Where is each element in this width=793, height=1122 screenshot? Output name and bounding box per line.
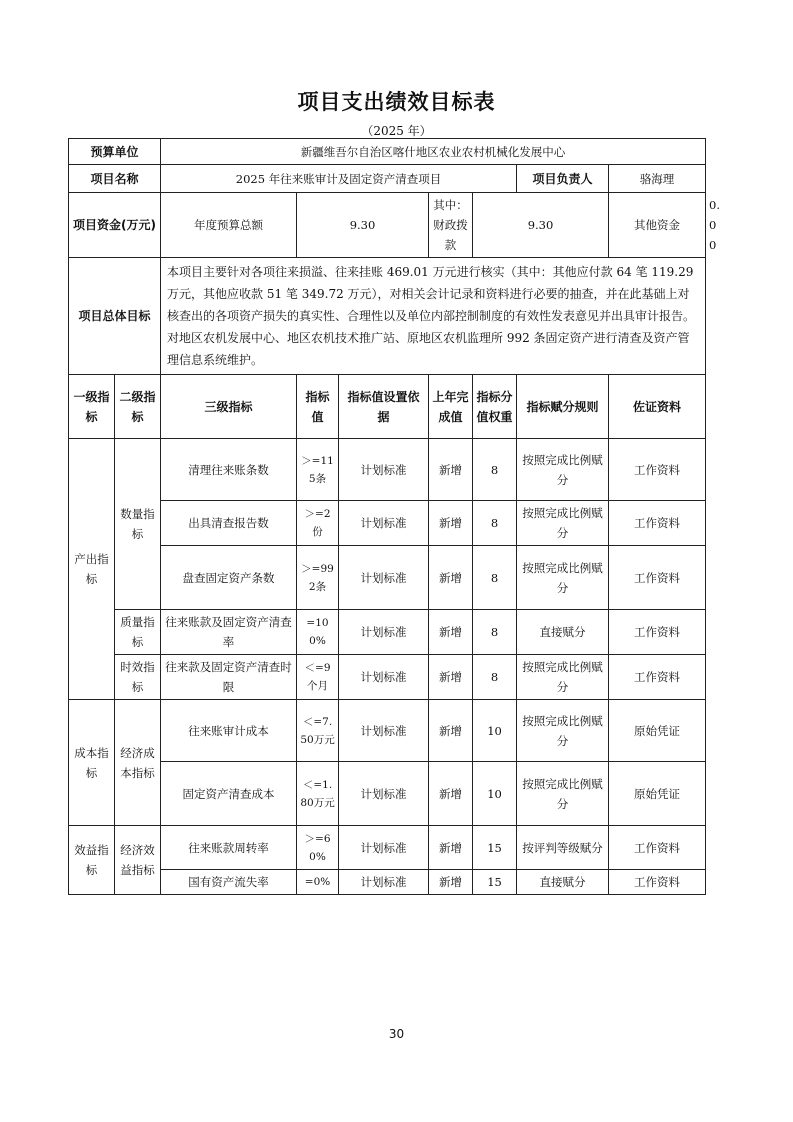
row-project-name	[69, 165, 706, 193]
indicator-name: 清理往来账条数	[161, 439, 297, 501]
row-project-funds: 项目资金(万元) 年度预算总额 9.30 其中：财政拨款 9.30 其他资金 0.00	[69, 193, 706, 258]
indicator-last-year: 新增	[429, 700, 473, 762]
indicator-value: =100%	[297, 610, 339, 655]
row-budget-unit	[69, 139, 706, 165]
indicator-weight: 10	[473, 762, 517, 826]
indicator-value: ＜=9个月	[297, 655, 339, 700]
label-annual-total: 年度预算总额	[161, 193, 297, 258]
indicator-value: ＜=1.80万元	[297, 762, 339, 826]
indicator-rule: 直接赋分	[517, 610, 609, 655]
indicator-value: =0%	[297, 870, 339, 895]
indicator-weight: 8	[473, 610, 517, 655]
indicator-last-year: 新增	[429, 439, 473, 501]
label-project-name: 项目名称	[69, 165, 161, 193]
header-level2: 二级指标	[115, 375, 161, 439]
indicator-value: ＞=115条	[297, 439, 339, 501]
table-row	[69, 870, 706, 895]
header-weight: 指标分值权重	[473, 375, 517, 439]
indicator-rule: 按照完成比例赋分	[517, 700, 609, 762]
group-economic-benefit: 经济效益指标	[115, 826, 161, 895]
value-overall-goal: 本项目主要针对各项往来损溢、往来挂账 469.01 万元进行核实（其中：其他应付款 64 笔 119.29 万元，其他应收款 51 笔 349.72 万元），对相关会计记录和资料进行必要的抽查，并在此基础上对核查出的各项资产损失的真实性、合理性以及单位内部控制制度的有效性发表意见并出具审计报告。 对地区农机发展中心、地区农机技术推广站、原地区农机监理所 992 条固定资产进行清查及资产管理信息系统维护。	[161, 258, 706, 375]
group-benefit: 效益指标	[69, 826, 115, 895]
indicator-basis: 计划标准	[339, 870, 429, 895]
table-row	[69, 826, 706, 870]
indicator-rule: 按照完成比例赋分	[517, 501, 609, 546]
value-fiscal-allocation: 9.30	[473, 193, 609, 258]
indicator-name: 往来账款及固定资产清查率	[161, 610, 297, 655]
indicator-evidence: 工作资料	[609, 501, 706, 546]
table-row	[69, 610, 706, 655]
indicator-weight: 15	[473, 826, 517, 870]
header-level3: 三级指标	[161, 375, 297, 439]
indicator-evidence: 原始凭证	[609, 700, 706, 762]
indicator-rule: 按照完成比例赋分	[517, 762, 609, 826]
value-project-leader: 骆海理	[609, 165, 706, 193]
group-quantity: 数量指标	[115, 439, 161, 610]
document-title: 项目支出绩效目标表	[297, 90, 496, 114]
indicator-weight: 8	[473, 655, 517, 700]
label-project-funds: 项目资金(万元)	[69, 193, 161, 258]
indicator-evidence: 工作资料	[609, 870, 706, 895]
group-timeliness: 时效指标	[115, 655, 161, 700]
indicator-rule: 直接赋分	[517, 870, 609, 895]
indicator-last-year: 新增	[429, 655, 473, 700]
indicator-rule: 按照完成比例赋分	[517, 546, 609, 610]
table-row	[69, 762, 706, 826]
table-row	[69, 546, 706, 610]
indicator-weight: 10	[473, 700, 517, 762]
indicator-basis: 计划标准	[339, 610, 429, 655]
table-row	[69, 439, 706, 501]
indicator-last-year: 新增	[429, 546, 473, 610]
header-last-year: 上年完成值	[429, 375, 473, 439]
value-budget-unit: 新疆维吾尔自治区喀什地区农业农村机械化发展中心	[161, 139, 706, 165]
indicator-evidence: 工作资料	[609, 826, 706, 870]
value-project-name: 2025 年往来账审计及固定资产清查项目	[161, 165, 517, 193]
label-fiscal-allocation: 其中：财政拨款	[429, 193, 473, 258]
table-row	[69, 700, 706, 762]
indicator-basis: 计划标准	[339, 655, 429, 700]
header-level1: 一级指标	[69, 375, 115, 439]
performance-target-table	[68, 138, 721, 895]
indicator-weight: 8	[473, 439, 517, 501]
indicator-basis: 计划标准	[339, 439, 429, 501]
table-row	[69, 501, 706, 546]
value-annual-total: 9.30	[297, 193, 429, 258]
group-economic-cost: 经济成本指标	[115, 700, 161, 826]
indicator-basis: 计划标准	[339, 762, 429, 826]
indicator-basis: 计划标准	[339, 826, 429, 870]
header-basis: 指标值设置依据	[339, 375, 429, 439]
indicator-value: ＜=7.50万元	[297, 700, 339, 762]
page-number: 30	[388, 1027, 405, 1041]
indicator-name: 往来账款周转率	[161, 826, 297, 870]
label-project-leader: 项目负责人	[517, 165, 609, 193]
indicator-last-year: 新增	[429, 501, 473, 546]
header-value: 指标值	[297, 375, 339, 439]
indicator-value: ＞=992条	[297, 546, 339, 610]
indicator-weight: 8	[473, 546, 517, 610]
indicator-name: 往来款及固定资产清查时限	[161, 655, 297, 700]
indicator-name: 固定资产清查成本	[161, 762, 297, 826]
indicator-basis: 计划标准	[339, 546, 429, 610]
document-year: （2025 年）	[361, 124, 432, 138]
indicator-evidence: 工作资料	[609, 610, 706, 655]
indicator-weight: 15	[473, 870, 517, 895]
table-row	[69, 655, 706, 700]
indicator-evidence: 原始凭证	[609, 762, 706, 826]
indicator-name: 国有资产流失率	[161, 870, 297, 895]
indicator-value: ＞=2份	[297, 501, 339, 546]
indicator-name: 出具清查报告数	[161, 501, 297, 546]
indicator-evidence: 工作资料	[609, 655, 706, 700]
indicator-last-year: 新增	[429, 826, 473, 870]
label-other-funds: 其他资金	[609, 193, 706, 258]
indicator-rule: 按照完成比例赋分	[517, 439, 609, 501]
indicator-last-year: 新增	[429, 610, 473, 655]
group-cost: 成本指标	[69, 700, 115, 826]
indicator-last-year: 新增	[429, 870, 473, 895]
indicator-weight: 8	[473, 501, 517, 546]
indicator-value: ＞=60%	[297, 826, 339, 870]
label-overall-goal: 项目总体目标	[69, 258, 161, 375]
indicator-last-year: 新增	[429, 762, 473, 826]
row-indicator-headers	[69, 375, 706, 439]
group-quality: 质量指标	[115, 610, 161, 655]
header-evidence: 佐证资料	[609, 375, 706, 439]
group-output: 产出指标	[69, 439, 115, 700]
indicator-basis: 计划标准	[339, 700, 429, 762]
indicator-basis: 计划标准	[339, 501, 429, 546]
indicator-rule: 按照完成比例赋分	[517, 655, 609, 700]
indicator-name: 盘查固定资产条数	[161, 546, 297, 610]
indicator-evidence: 工作资料	[609, 439, 706, 501]
indicator-evidence: 工作资料	[609, 546, 706, 610]
row-overall-goal	[69, 258, 706, 375]
header-rule: 指标赋分规则	[517, 375, 609, 439]
indicator-rule: 按评判等级赋分	[517, 826, 609, 870]
indicator-name: 往来账审计成本	[161, 700, 297, 762]
label-budget-unit: 预算单位	[69, 139, 161, 165]
